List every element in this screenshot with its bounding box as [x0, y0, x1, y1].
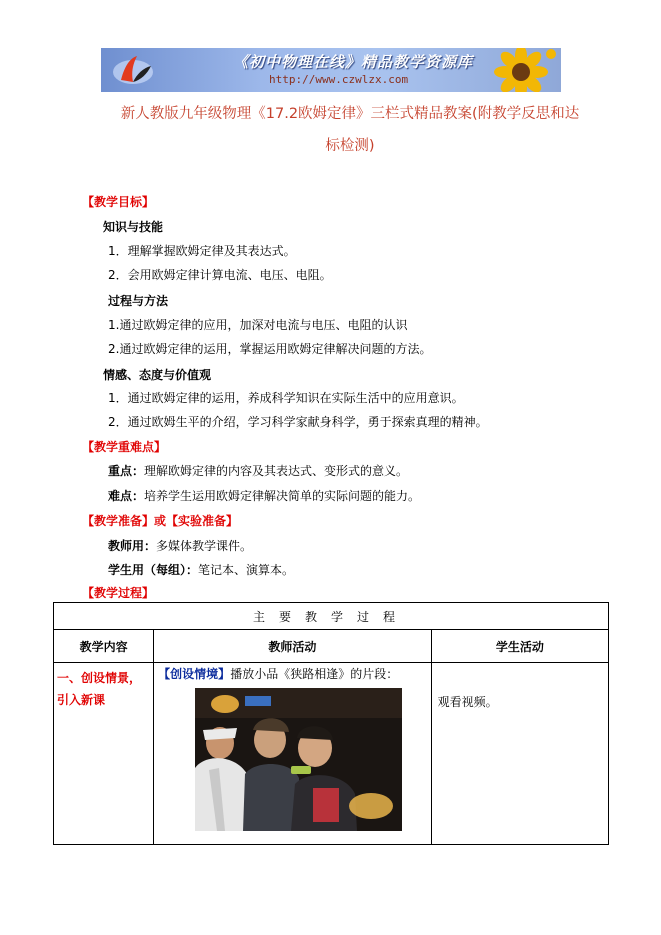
header-student: 学生活动: [431, 630, 608, 663]
emotion-heading: 情感、态度与价值观: [103, 368, 212, 382]
process-method-heading: 过程与方法: [108, 294, 169, 308]
knowledge-item-1: 1．理解掌握欧姆定律及其表达式。: [108, 244, 296, 258]
focus-label: 重点：: [108, 464, 145, 478]
header-content: 教学内容: [54, 630, 154, 663]
difficulty-text: 培养学生运用欧姆定律解决简单的实际问题的能力。: [144, 489, 421, 503]
stage-content: 一、创设情景，引入新课: [54, 663, 154, 845]
document-title-line-2: 标检测): [325, 138, 375, 154]
focus-line: [108, 462, 408, 480]
banner-title: 《初中物理在线》精品教学资源库: [233, 53, 474, 71]
preparation-heading: [82, 512, 238, 530]
knowledge-heading: 知识与技能: [103, 220, 164, 234]
goals-heading: 【教学目标】: [82, 195, 155, 209]
teacher-activity-text: [154, 663, 430, 682]
teacher-prep-label: 教师用：: [108, 539, 157, 553]
knowledge-item-2: 2．会用欧姆定律计算电流、电压、电阻。: [108, 268, 332, 282]
emotion-item-1: 1．通过欧姆定律的运用，养成科学知识在实际生活中的应用意识。: [108, 391, 464, 405]
teacher-activity-cell: [154, 663, 431, 845]
process-item-1: 1.通过欧姆定律的应用，加深对电流与电压、电阻的认识: [108, 318, 408, 332]
difficulty-label: 难点：: [108, 489, 145, 503]
banner-url: http://www.czwlzx.com: [269, 73, 409, 86]
video-still-illustration: [195, 688, 402, 831]
student-activity-cell: 观看视频。: [431, 663, 608, 845]
sunflower-icon: [473, 48, 557, 92]
scene-description: 播放小品《狭路相逢》的片段：: [230, 667, 399, 681]
table-title: 主要教学过程: [54, 603, 609, 630]
process-item-2: 2.通过欧姆定律的运用，掌握运用欧姆定律解决问题的方法。: [108, 342, 432, 356]
video-still-image: [195, 688, 402, 831]
experiment-prep-heading: 【实验准备】: [166, 514, 239, 528]
teaching-process-table: [53, 602, 609, 845]
header-banner: [101, 48, 561, 92]
document-title-line-1: 新人教版九年级物理《17.2欧姆定律》三栏式精品教案(附教学反思和达: [120, 106, 580, 122]
teacher-prep-line: [108, 537, 252, 555]
difficulty-line: [108, 487, 420, 505]
key-points-heading: 【教学重难点】: [82, 440, 167, 454]
student-prep-text: 笔记本、演算本。: [198, 563, 295, 577]
process-heading: 【教学过程】: [82, 586, 155, 600]
emotion-item-2: 2．通过欧姆生平的介绍，学习科学家献身科学，勇于探索真理的精神。: [108, 415, 488, 429]
teaching-prep-heading: 【教学准备】: [82, 514, 155, 528]
scene-tag: 【创设情境】: [158, 667, 231, 681]
focus-text: 理解欧姆定律的内容及其表达式、变形式的意义。: [144, 464, 409, 478]
table-row: [54, 663, 609, 845]
prep-joiner: 或: [154, 514, 167, 528]
header-teacher: 教师活动: [154, 630, 431, 663]
teacher-prep-text: 多媒体教学课件。: [156, 539, 253, 553]
site-logo-icon: [107, 52, 159, 88]
student-prep-line: [108, 561, 294, 579]
student-prep-label: 学生用（每组）：: [108, 563, 199, 577]
